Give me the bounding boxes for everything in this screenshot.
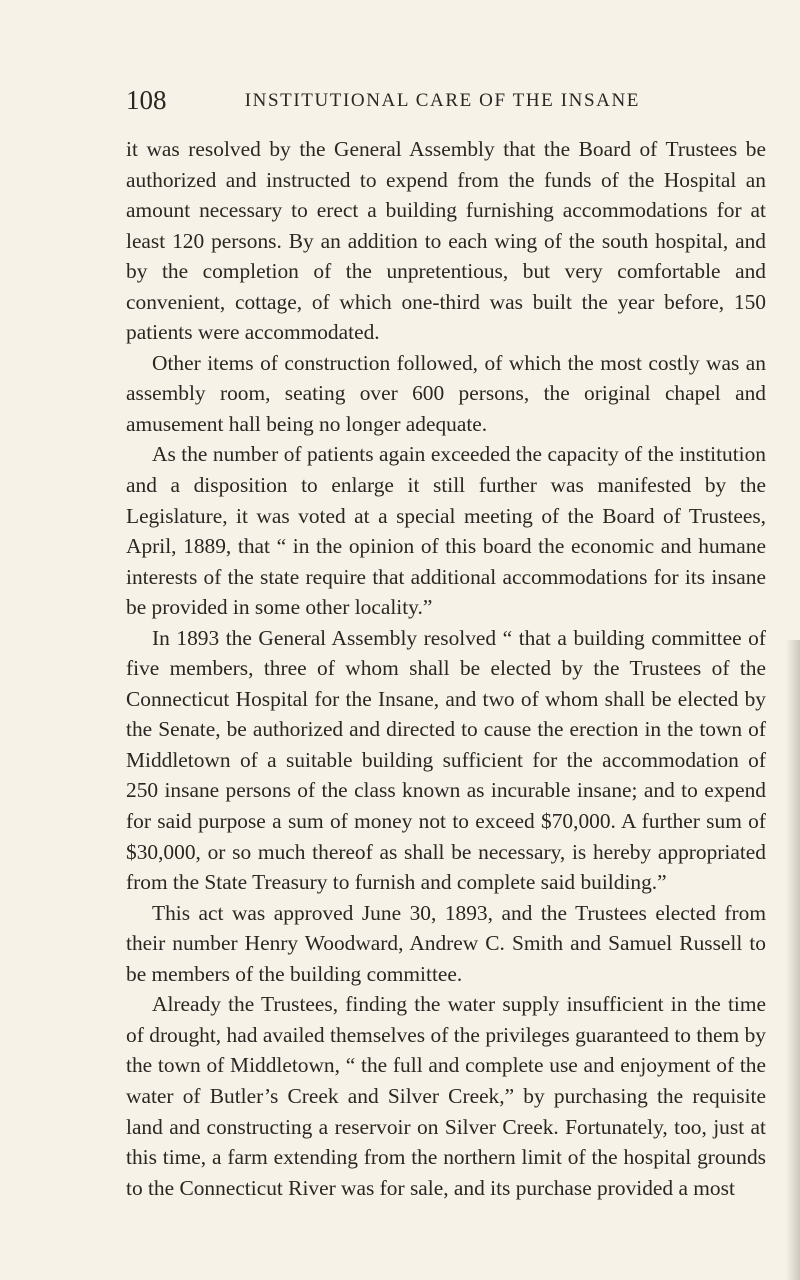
paragraph: Already the Trustees, finding the water supply insufficient in the time of drought, had availed themselves of the privileges guaranteed to them by the town of Middletown, “ the full and complete use and enjoyment of the water of Butler’s Creek and Silver Creek,” by purchasing the requisite land and constructing a reservoir on Silver Creek. Fortunately, too, just at this time, a farm extending from the northern limit of the hospital grounds to the Connecticut River was for sale, and its purchase provided a most [126, 992, 766, 1200]
paragraph: This act was approved June 30, 1893, and the Trustees elected from their number Henry Woodward, Andrew C. Smith and Samuel Russell to be members of the building committee. [126, 900, 766, 986]
paragraph: In 1893 the General Assembly resolved “ that a building committee of five members, three of whom shall be elected by the Trustees of the Connecticut Hospital for the Insane, and two of whom shall be elected by the Senate, be authorized and directed to cause the erection in the town of Middletown of a suitable building sufficient for the accommodation of 250 insane persons of the class known as incurable insane; and to expend for said purpose a sum of money not to exceed $70,000. A further sum of $30,000, or so much thereof as shall be necessary, is hereby appropriated from the State Treasury to furnish and complete said building.” [126, 625, 766, 895]
paragraph: it was resolved by the General Assembly that the Board of Trustees be authorized and instructed to expend from the funds of the Hospital an amount necessary to erect a building furnishing accommodations for at least 120 persons. By an addition to each wing of the south hospital, and by the completion of the unpretentious, but very comfortable and convenient, cottage, of which one-third was built the year before, 150 patients were accommodated. [126, 137, 766, 345]
running-head: INSTITUTIONAL CARE OF THE INSANE [244, 90, 640, 111]
page-edge-shadow [786, 640, 800, 1280]
body-text [126, 134, 766, 1203]
paragraph: As the number of patients again exceeded the capacity of the institution and a disposition to enlarge it still further was manifested by the Legislature, it was voted at a special meeting of the Board of Trustees, April, 1889, that “ in the opinion of this board the economic and humane interests of the state require that additional accommodations for its insane be provided in some other locality.” [126, 442, 766, 620]
page-number: 108 [126, 85, 167, 115]
page-header [126, 80, 640, 120]
paragraph: Other items of construction followed, of which the most costly was an assembly room, seating over 600 persons, the original chapel and amusement hall being no longer adequate. [126, 350, 766, 436]
